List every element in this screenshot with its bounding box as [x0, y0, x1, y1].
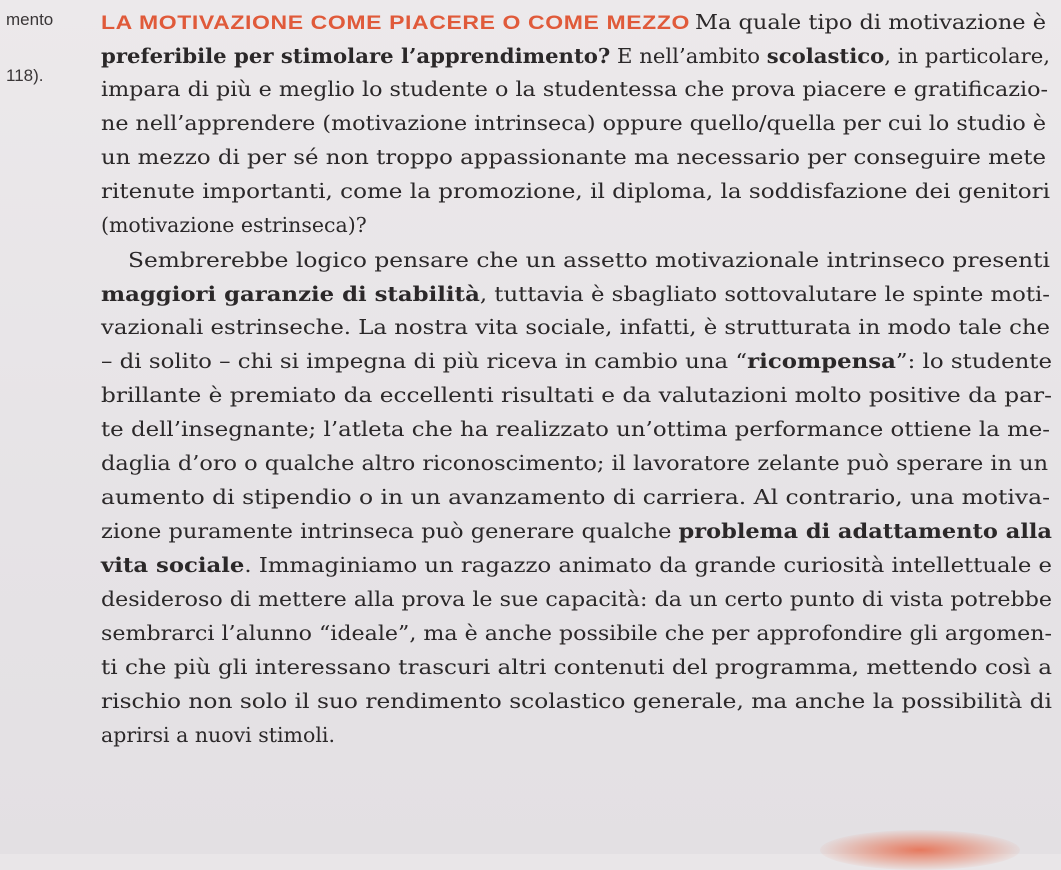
margin-number: 118). — [6, 66, 44, 85]
text-line — [101, 284, 1050, 305]
text-span: impara di più e meglio lo studente o la studentessa che prova piacere e gratificazio- — [101, 77, 1049, 101]
text-span: sembrarci l’alunno “ideale”, ma è anche possibile che per approfondire gli argomen- — [101, 621, 1052, 645]
text-span: ti che più gli interessano trascuri altri contenuti del programma, mettendo così a — [101, 655, 1052, 679]
text-line — [101, 351, 1052, 372]
text-span: ne nell’apprendere (motivazione intrinseca) oppure quello/quella per cui lo studio è — [101, 111, 1047, 135]
text-line — [101, 487, 1050, 508]
bold-text: ricompensa — [747, 349, 896, 373]
text-span: desideroso di mettere alla prova le sue capacità: da un certo punto di vista potrebbe — [101, 587, 1052, 611]
text-line — [101, 691, 1052, 712]
text-line — [101, 623, 1052, 644]
text-line — [101, 521, 1052, 542]
text-line — [101, 113, 1046, 134]
text-span: , tuttavia è sbagliato sottovalutare le spinte moti- — [479, 282, 1050, 306]
text-line — [101, 181, 1050, 202]
margin-label: mento — [6, 10, 54, 29]
text-line — [101, 453, 1048, 474]
bold-text: preferibile per stimolare l’apprendimento? — [101, 44, 611, 68]
bold-text: scolastico — [766, 44, 885, 68]
bold-text: vita sociale — [101, 553, 245, 577]
text-line — [101, 79, 1048, 100]
text-span: (motivazione estrinseca)? — [101, 213, 367, 237]
text-span: aumento di stipendio o in un avanzamento di carriera. Al contrario, una motiva- — [101, 485, 1051, 509]
text-span: E nell’ambito — [610, 44, 767, 68]
text-span: vazionali estrinseche. La nostra vita sociale, infatti, è strutturata in modo tale che — [101, 315, 1051, 339]
text-span: un mezzo di per sé non troppo appassionante ma necessario per conseguire mete — [101, 145, 1047, 169]
text-span: – di solito – chi si impegna di più riceva in cambio una “ — [101, 349, 748, 373]
text-line — [101, 725, 335, 746]
text-line — [101, 317, 1050, 338]
page-stain — [820, 830, 1020, 870]
text-line — [101, 589, 1052, 610]
text-span: rischio non solo il suo rendimento scolastico generale, ma anche la possibilità di — [101, 689, 1052, 713]
text-line — [101, 385, 1052, 406]
text-span: zione puramente intrinseca può generare qualche — [101, 519, 679, 543]
text-line — [695, 12, 1046, 33]
text-span: Sembrerebbe logico pensare che un assetto motivazionale intrinseco presenti — [128, 248, 1050, 272]
text-span: aprirsi a nuovi stimoli. — [101, 723, 335, 747]
text-span: . Immaginiamo un ragazzo animato da grande curiosità intellettuale e — [244, 553, 1052, 577]
text-span: ”: lo studente — [895, 349, 1052, 373]
bold-text: problema di adattamento alla — [678, 519, 1052, 543]
text-line — [101, 657, 1052, 678]
text-span: Ma quale tipo di motivazione è — [695, 10, 1046, 34]
text-line — [101, 147, 1046, 168]
text-line — [101, 419, 1050, 440]
text-span: brillante è premiato da eccellenti risultati e da valutazioni molto positive da par- — [101, 383, 1052, 407]
text-span: , in particolare, — [884, 44, 1050, 68]
section-heading: LA MOTIVAZIONE COME PIACERE O COME MEZZO — [101, 13, 690, 34]
text-line — [101, 46, 1050, 67]
text-line — [101, 215, 367, 236]
text-line — [128, 250, 1050, 271]
text-span: ritenute importanti, come la promozione, il diploma, la soddisfazione dei genitori — [101, 179, 1051, 203]
text-span: daglia d’oro o qualche altro riconoscimento; il lavoratore zelante può sperare in un — [101, 451, 1049, 475]
text-line — [101, 555, 1052, 576]
text-span: te dell’insegnante; l’atleta che ha realizzato un’ottima performance ottiene la me- — [101, 417, 1050, 441]
bold-text: maggiori garanzie di stabilità — [101, 282, 480, 306]
